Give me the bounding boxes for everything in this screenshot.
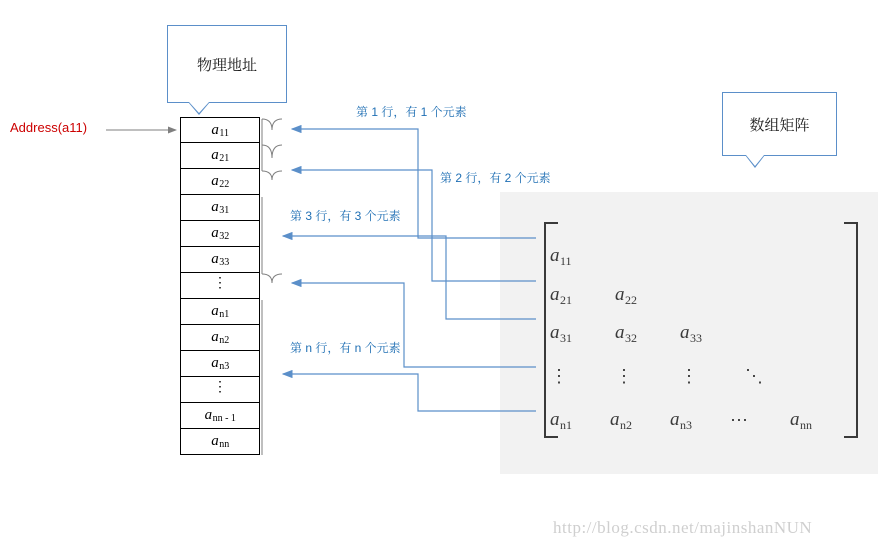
callout-array-matrix [722,92,837,156]
memory-cell [180,429,260,455]
vertical-dots-icon: ⋮ [213,380,227,395]
matrix-cell [680,322,745,344]
matrix-cell-subscript: 32 [625,331,637,345]
matrix-row [550,358,850,394]
matrix-cell-subscript: 21 [560,293,572,307]
matrix-row [550,315,850,351]
memory-cell-subscript: 11 [219,127,230,139]
matrix-cell-base: a [680,322,690,343]
matrix-display [536,222,866,438]
matrix-cell: ⋮ [615,365,635,386]
matrix-cell [550,322,615,344]
callout-tail-inner-icon [746,155,764,166]
memory-cell-base: a [211,433,219,449]
matrix-cell [615,284,680,306]
memory-cell-base: a [211,173,219,189]
memory-cell [180,169,260,195]
matrix-cell-base: a [790,409,800,430]
matrix-cell-subscript: 33 [690,331,702,345]
matrix-cell-subscript: 11 [560,254,572,268]
memory-cell [180,143,260,169]
memory-cell [180,351,260,377]
vertical-dots-icon: ⋮ [213,276,227,291]
memory-cell-subscript: 32 [219,231,230,242]
callout-physical-address [167,25,287,103]
memory-cell [180,247,260,273]
matrix-cell-subscript: n3 [680,418,692,432]
address-label: Address(a11) [10,120,88,135]
matrix-cell-subscript: n1 [560,418,572,432]
memory-cell [180,403,260,429]
memory-cell [180,195,260,221]
memory-cell-base: a [211,329,219,345]
memory-cell-subscript: nn - 1 [212,413,236,424]
memory-cell-subscript: n2 [219,335,230,346]
matrix-cell: ⋯ [730,409,750,430]
matrix-cell: ⋮ [680,365,700,386]
memory-cell-base: a [211,303,219,319]
matrix-cell: ⋱ [745,365,765,386]
matrix-row [550,402,850,438]
memory-cell-column [180,117,260,455]
memory-cell-base: a [211,251,219,267]
annotation-row-n: 第 n 行，有 n 个元素 [290,341,401,355]
callout-array-matrix-label: 数组矩阵 [749,116,810,134]
memory-cell-subscript: nn [219,439,230,450]
watermark: http://blog.csdn.net/majinshanNUN [553,518,813,537]
memory-cell-subscript: 33 [219,257,230,268]
matrix-cell [550,284,615,306]
matrix-cell-subscript: 31 [560,331,572,345]
memory-cell-base: a [211,121,219,138]
matrix-cell-base: a [550,409,560,430]
memory-cell [180,273,260,299]
memory-cell-base: a [211,199,219,215]
matrix-cell-base: a [670,409,680,430]
callout-physical-address-label: 物理地址 [196,56,257,74]
memory-cell-subscript: 21 [219,153,230,164]
matrix-cell-base: a [550,284,560,305]
memory-cell [180,325,260,351]
matrix-cell [610,409,670,431]
matrix-cell-base: a [610,409,620,430]
callout-tail-inner-icon [189,102,209,113]
memory-cell-subscript: n1 [219,309,230,320]
memory-cell-subscript: 22 [219,179,230,190]
memory-cell [180,117,260,143]
memory-cell-base: a [211,225,219,241]
annotation-row-3: 第 3 行，有 3 个元素 [290,209,401,223]
matrix-cell: ⋮ [550,365,570,386]
memory-cell-subscript: n3 [219,361,230,372]
matrix-cell [670,409,730,431]
memory-cell [180,377,260,403]
matrix-row [550,238,850,274]
annotation-row-2: 第 2 行，有 2 个元素 [440,171,551,185]
matrix-cell [550,245,615,267]
matrix-cell-subscript: 22 [625,293,637,307]
matrix-cell-base: a [550,322,560,343]
matrix-cell [790,409,850,431]
memory-cell-base: a [204,407,213,423]
memory-cell-base: a [211,355,219,371]
matrix-cell [615,322,680,344]
matrix-cell-base: a [550,245,560,266]
memory-cell [180,221,260,247]
matrix-row [550,277,850,313]
memory-cell [180,299,260,325]
memory-cell-subscript: 31 [219,205,230,216]
matrix-cell-subscript: n2 [620,418,632,432]
matrix-cell-base: a [615,322,625,343]
matrix-cell-base: a [615,284,625,305]
annotation-row-1: 第 1 行，有 1 个元素 [356,105,467,119]
matrix-cell-subscript: nn [800,418,812,432]
matrix-cell [550,409,610,431]
memory-cell-base: a [211,147,219,163]
